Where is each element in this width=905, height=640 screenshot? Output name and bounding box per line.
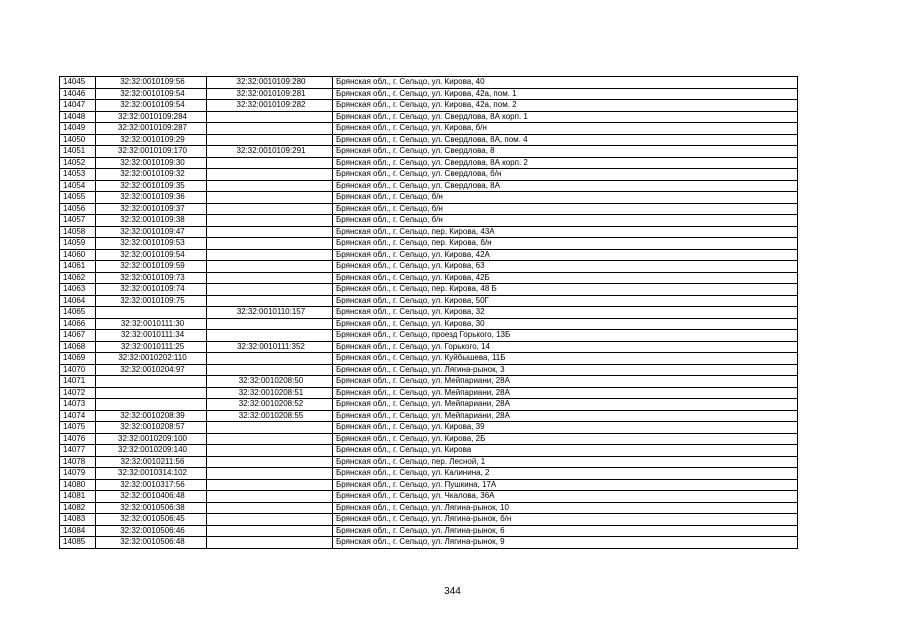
table-row <box>60 180 798 192</box>
related-cadastral-number-cell <box>207 445 333 457</box>
table-row <box>60 479 798 491</box>
cadastral-number-cell: 32:32:0010111:30 <box>96 318 207 330</box>
related-cadastral-number-cell: 32:32:0010208:50 <box>207 376 333 388</box>
related-cadastral-number-cell <box>207 123 333 135</box>
address-cell: Брянская обл., г. Сельцо, проезд Горького, 13Б <box>333 330 798 342</box>
cadastral-number-cell: 32:32:0010506:48 <box>96 537 207 549</box>
address-cell: Брянская обл., г. Сельцо, ул. Куйбышева, 11Б <box>333 353 798 365</box>
table-row <box>60 399 798 411</box>
address-cell: Брянская обл., г. Сельцо, ул. Кирова, 32 <box>333 307 798 319</box>
table-row <box>60 272 798 284</box>
address-cell: Брянская обл., г. Сельцо, ул. Свердлова, 8А, пом. 4 <box>333 134 798 146</box>
table-row <box>60 341 798 353</box>
related-cadastral-number-cell <box>207 169 333 181</box>
address-cell: Брянская обл., г. Сельцо, ул. Кирова, 40 <box>333 77 798 89</box>
related-cadastral-number-cell <box>207 203 333 215</box>
record-number-cell: 14061 <box>60 261 96 273</box>
address-cell: Брянская обл., г. Сельцо, ул. Кирова, б/н <box>333 123 798 135</box>
related-cadastral-number-cell <box>207 111 333 123</box>
record-number-cell: 14055 <box>60 192 96 204</box>
address-cell: Брянская обл., г. Сельцо, ул. Свердлова, 8А корп. 1 <box>333 111 798 123</box>
related-cadastral-number-cell <box>207 261 333 273</box>
table-row <box>60 203 798 215</box>
cadastral-number-cell: 32:32:0010109:170 <box>96 146 207 158</box>
related-cadastral-number-cell: 32:32:0010109:281 <box>207 88 333 100</box>
address-cell: Брянская обл., г. Сельцо, ул. Кирова, 42Б <box>333 272 798 284</box>
record-number-cell: 14045 <box>60 77 96 89</box>
table-row <box>60 100 798 112</box>
cadastral-number-cell: 32:32:0010109:36 <box>96 192 207 204</box>
table-row <box>60 146 798 158</box>
related-cadastral-number-cell: 32:32:0010109:282 <box>207 100 333 112</box>
cadastral-number-cell: 32:32:0010406:48 <box>96 491 207 503</box>
address-cell: Брянская обл., г. Сельцо, ул. Мейпариани, 28А <box>333 410 798 422</box>
record-number-cell: 14063 <box>60 284 96 296</box>
cadastral-number-cell: 32:32:0010109:75 <box>96 295 207 307</box>
related-cadastral-number-cell <box>207 433 333 445</box>
related-cadastral-number-cell <box>207 364 333 376</box>
record-number-cell: 14074 <box>60 410 96 422</box>
related-cadastral-number-cell <box>207 318 333 330</box>
cadastral-number-cell: 32:32:0010109:53 <box>96 238 207 250</box>
address-cell: Брянская обл., г. Сельцо, ул. Лягина-рынок, 6 <box>333 525 798 537</box>
table-row <box>60 169 798 181</box>
table-row <box>60 525 798 537</box>
cadastral-number-cell: 32:32:0010209:140 <box>96 445 207 457</box>
address-cell: Брянская обл., г. Сельцо, ул. Горького, 14 <box>333 341 798 353</box>
address-cell: Брянская обл., г. Сельцо, пер. Кирова, 43А <box>333 226 798 238</box>
address-cell: Брянская обл., г. Сельцо, ул. Мейпариани, 28А <box>333 376 798 388</box>
record-number-cell: 14065 <box>60 307 96 319</box>
table-row <box>60 123 798 135</box>
cadastral-number-cell: 32:32:0010109:56 <box>96 77 207 89</box>
record-number-cell: 14062 <box>60 272 96 284</box>
cadastral-number-cell: 32:32:0010506:45 <box>96 514 207 526</box>
table-row <box>60 134 798 146</box>
related-cadastral-number-cell <box>207 422 333 434</box>
record-number-cell: 14054 <box>60 180 96 192</box>
related-cadastral-number-cell <box>207 468 333 480</box>
address-cell: Брянская обл., г. Сельцо, ул. Кирова, 42А <box>333 249 798 261</box>
related-cadastral-number-cell: 32:32:0010208:52 <box>207 399 333 411</box>
record-number-cell: 14078 <box>60 456 96 468</box>
address-cell: Брянская обл., г. Сельцо, б/н <box>333 215 798 227</box>
cadastral-number-cell: 32:32:0010109:35 <box>96 180 207 192</box>
cadastral-number-cell: 32:32:0010208:57 <box>96 422 207 434</box>
related-cadastral-number-cell: 32:32:0010109:280 <box>207 77 333 89</box>
cadastral-number-cell: 32:32:0010111:25 <box>96 341 207 353</box>
cadastral-number-cell: 32:32:0010109:29 <box>96 134 207 146</box>
cadastral-number-cell: 32:32:0010109:37 <box>96 203 207 215</box>
related-cadastral-number-cell <box>207 479 333 491</box>
related-cadastral-number-cell <box>207 330 333 342</box>
address-cell: Брянская обл., г. Сельцо, ул. Мейпариани, 28А <box>333 399 798 411</box>
record-number-cell: 14048 <box>60 111 96 123</box>
related-cadastral-number-cell: 32:32:0010109:291 <box>207 146 333 158</box>
record-number-cell: 14050 <box>60 134 96 146</box>
address-cell: Брянская обл., г. Сельцо, ул. Лягина-рынок, 9 <box>333 537 798 549</box>
table-row <box>60 330 798 342</box>
cadastral-number-cell: 32:32:0010314:102 <box>96 468 207 480</box>
record-number-cell: 14060 <box>60 249 96 261</box>
address-cell: Брянская обл., г. Сельцо, ул. Лягина-рынок, б/н <box>333 514 798 526</box>
cadastral-number-cell: 32:32:0010109:54 <box>96 249 207 261</box>
related-cadastral-number-cell: 32:32:0010110:157 <box>207 307 333 319</box>
table-row <box>60 456 798 468</box>
related-cadastral-number-cell <box>207 491 333 503</box>
table-row <box>60 537 798 549</box>
address-cell: Брянская обл., г. Сельцо, пер. Кирова, 48 Б <box>333 284 798 296</box>
cadastral-number-cell: 32:32:0010109:54 <box>96 88 207 100</box>
record-number-cell: 14049 <box>60 123 96 135</box>
related-cadastral-number-cell <box>207 514 333 526</box>
table-row <box>60 261 798 273</box>
table-row <box>60 77 798 89</box>
record-number-cell: 14051 <box>60 146 96 158</box>
table-row <box>60 215 798 227</box>
table-row <box>60 433 798 445</box>
cadastral-number-cell: 32:32:0010109:73 <box>96 272 207 284</box>
related-cadastral-number-cell <box>207 192 333 204</box>
related-cadastral-number-cell <box>207 215 333 227</box>
cadastral-number-cell: 32:32:0010204:97 <box>96 364 207 376</box>
cadastral-number-cell: 32:32:0010109:38 <box>96 215 207 227</box>
record-number-cell: 14072 <box>60 387 96 399</box>
record-number-cell: 14082 <box>60 502 96 514</box>
related-cadastral-number-cell <box>207 353 333 365</box>
cadastral-number-cell: 32:32:0010506:38 <box>96 502 207 514</box>
cadastral-number-cell: 32:32:0010109:74 <box>96 284 207 296</box>
records-table <box>59 76 798 549</box>
address-cell: Брянская обл., г. Сельцо, ул. Кирова, 39 <box>333 422 798 434</box>
address-cell: Брянская обл., г. Сельцо, ул. Свердлова, б/н <box>333 169 798 181</box>
record-number-cell: 14079 <box>60 468 96 480</box>
table-row <box>60 157 798 169</box>
table-row <box>60 249 798 261</box>
address-cell: Брянская обл., г. Сельцо, ул. Чкалова, 36А <box>333 491 798 503</box>
address-cell: Брянская обл., г. Сельцо, ул. Кирова, 42а, пом. 1 <box>333 88 798 100</box>
address-cell: Брянская обл., г. Сельцо, ул. Лягина-рынок, 10 <box>333 502 798 514</box>
address-cell: Брянская обл., г. Сельцо, ул. Кирова, 63 <box>333 261 798 273</box>
cadastral-number-cell: 32:32:0010109:59 <box>96 261 207 273</box>
table-row <box>60 226 798 238</box>
related-cadastral-number-cell: 32:32:0010208:55 <box>207 410 333 422</box>
record-number-cell: 14080 <box>60 479 96 491</box>
record-number-cell: 14084 <box>60 525 96 537</box>
table-row <box>60 318 798 330</box>
address-cell: Брянская обл., г. Сельцо, ул. Кирова <box>333 445 798 457</box>
cadastral-number-cell: 32:32:0010109:287 <box>96 123 207 135</box>
related-cadastral-number-cell <box>207 134 333 146</box>
address-cell: Брянская обл., г. Сельцо, ул. Калинина, 2 <box>333 468 798 480</box>
record-number-cell: 14053 <box>60 169 96 181</box>
table-row <box>60 410 798 422</box>
record-number-cell: 14070 <box>60 364 96 376</box>
table-row <box>60 491 798 503</box>
address-cell: Брянская обл., г. Сельцо, ул. Пушкина, 17А <box>333 479 798 491</box>
address-cell: Брянская обл., г. Сельцо, ул. Кирова, 42а, пом. 2 <box>333 100 798 112</box>
cadastral-number-cell: 32:32:0010111:34 <box>96 330 207 342</box>
related-cadastral-number-cell <box>207 249 333 261</box>
table-row <box>60 192 798 204</box>
cadastral-number-cell <box>96 399 207 411</box>
table-row <box>60 111 798 123</box>
related-cadastral-number-cell <box>207 295 333 307</box>
record-number-cell: 14064 <box>60 295 96 307</box>
record-number-cell: 14083 <box>60 514 96 526</box>
related-cadastral-number-cell <box>207 226 333 238</box>
address-cell: Брянская обл., г. Сельцо, пер. Лесной, 1 <box>333 456 798 468</box>
table-row <box>60 238 798 250</box>
cadastral-number-cell <box>96 307 207 319</box>
address-cell: Брянская обл., г. Сельцо, ул. Свердлова, 8 <box>333 146 798 158</box>
page-number: 344 <box>444 586 461 597</box>
related-cadastral-number-cell: 32:32:0010208:51 <box>207 387 333 399</box>
cadastral-number-cell <box>96 387 207 399</box>
address-cell: Брянская обл., г. Сельцо, ул. Кирова, 2Б <box>333 433 798 445</box>
related-cadastral-number-cell <box>207 525 333 537</box>
cadastral-number-cell: 32:32:0010209:100 <box>96 433 207 445</box>
related-cadastral-number-cell <box>207 238 333 250</box>
related-cadastral-number-cell <box>207 180 333 192</box>
table-row <box>60 422 798 434</box>
record-number-cell: 14058 <box>60 226 96 238</box>
record-number-cell: 14056 <box>60 203 96 215</box>
records-table-body <box>60 77 798 549</box>
record-number-cell: 14057 <box>60 215 96 227</box>
related-cadastral-number-cell <box>207 502 333 514</box>
record-number-cell: 14076 <box>60 433 96 445</box>
cadastral-number-cell: 32:32:0010109:284 <box>96 111 207 123</box>
address-cell: Брянская обл., г. Сельцо, пер. Кирова, б/н <box>333 238 798 250</box>
address-cell: Брянская обл., г. Сельцо, ул. Мейпариани, 28А <box>333 387 798 399</box>
table-row <box>60 387 798 399</box>
record-number-cell: 14069 <box>60 353 96 365</box>
record-number-cell: 14071 <box>60 376 96 388</box>
cadastral-number-cell: 32:32:0010317:56 <box>96 479 207 491</box>
address-cell: Брянская обл., г. Сельцо, ул. Свердлова, 8А <box>333 180 798 192</box>
record-number-cell: 14059 <box>60 238 96 250</box>
related-cadastral-number-cell <box>207 272 333 284</box>
address-cell: Брянская обл., г. Сельцо, ул. Кирова, 30 <box>333 318 798 330</box>
cadastral-number-cell: 32:32:0010109:47 <box>96 226 207 238</box>
record-number-cell: 14068 <box>60 341 96 353</box>
record-number-cell: 14085 <box>60 537 96 549</box>
cadastral-number-cell: 32:32:0010109:32 <box>96 169 207 181</box>
address-cell: Брянская обл., г. Сельцо, ул. Лягина-рынок, 3 <box>333 364 798 376</box>
related-cadastral-number-cell <box>207 537 333 549</box>
cadastral-number-cell: 32:32:0010109:30 <box>96 157 207 169</box>
table-row <box>60 376 798 388</box>
table-row <box>60 307 798 319</box>
record-number-cell: 14073 <box>60 399 96 411</box>
record-number-cell: 14081 <box>60 491 96 503</box>
related-cadastral-number-cell <box>207 284 333 296</box>
table-row <box>60 502 798 514</box>
record-number-cell: 14067 <box>60 330 96 342</box>
cadastral-number-cell: 32:32:0010202:110 <box>96 353 207 365</box>
record-number-cell: 14066 <box>60 318 96 330</box>
cadastral-number-cell: 32:32:0010211:56 <box>96 456 207 468</box>
cadastral-number-cell: 32:32:0010506:46 <box>96 525 207 537</box>
record-number-cell: 14075 <box>60 422 96 434</box>
cadastral-number-cell: 32:32:0010109:54 <box>96 100 207 112</box>
record-number-cell: 14052 <box>60 157 96 169</box>
related-cadastral-number-cell <box>207 157 333 169</box>
related-cadastral-number-cell <box>207 456 333 468</box>
related-cadastral-number-cell: 32:32:0010111:352 <box>207 341 333 353</box>
record-number-cell: 14077 <box>60 445 96 457</box>
table-row <box>60 295 798 307</box>
table-row <box>60 514 798 526</box>
table-row <box>60 364 798 376</box>
address-cell: Брянская обл., г. Сельцо, ул. Кирова, 50Г <box>333 295 798 307</box>
address-cell: Брянская обл., г. Сельцо, ул. Свердлова, 8А корп. 2 <box>333 157 798 169</box>
table-row <box>60 468 798 480</box>
address-cell: Брянская обл., г. Сельцо, б/н <box>333 192 798 204</box>
table-row <box>60 88 798 100</box>
table-row <box>60 353 798 365</box>
address-cell: Брянская обл., г. Сельцо, б/н <box>333 203 798 215</box>
record-number-cell: 14047 <box>60 100 96 112</box>
table-row <box>60 445 798 457</box>
cadastral-number-cell: 32:32:0010208:39 <box>96 410 207 422</box>
record-number-cell: 14046 <box>60 88 96 100</box>
cadastral-number-cell <box>96 376 207 388</box>
table-row <box>60 284 798 296</box>
